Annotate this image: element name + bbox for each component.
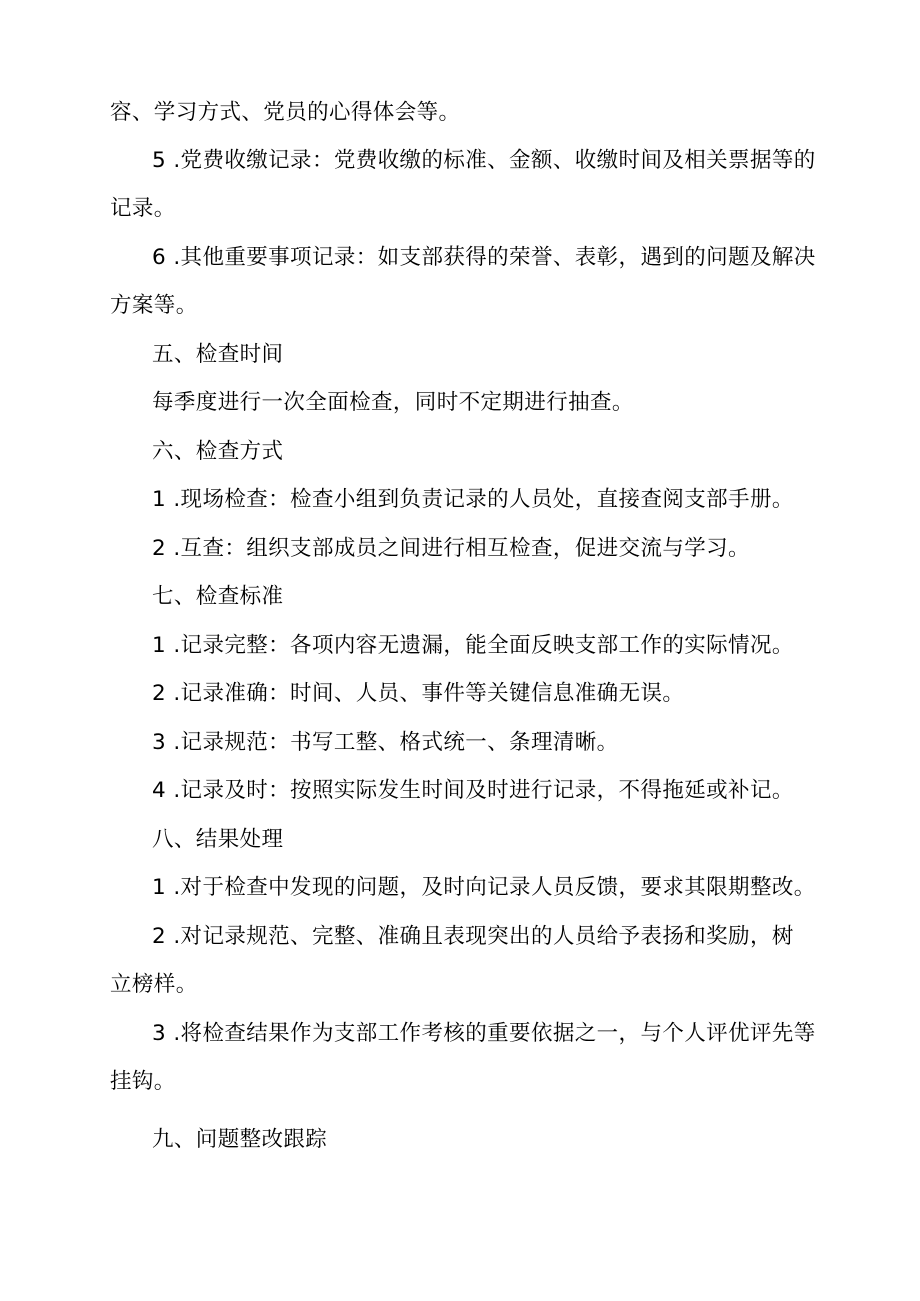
section-heading-7: 七、检查标准	[152, 584, 284, 609]
text-line-continuation: 挂钩。	[110, 1069, 176, 1094]
list-item-2: 2 .对记录规范、完整、准确且表现突出的人员给予表扬和奖励，树	[152, 924, 794, 949]
section-heading-6: 六、检查方式	[152, 439, 284, 464]
list-item-1: 1 .对于检查中发现的问题，及时向记录人员反馈，要求其限期整改。	[152, 875, 816, 900]
list-item-6: 6 .其他重要事项记录：如支部获得的荣誉、表彰，遇到的问题及解决	[152, 245, 816, 270]
list-item-2: 2 .记录准确：时间、人员、事件等关键信息准确无误。	[152, 681, 685, 706]
list-item-3: 3 .记录规范：书写工整、格式统一、条理清晰。	[152, 730, 619, 755]
text-line-continuation: 方案等。	[110, 293, 198, 318]
section-heading-9: 九、问题整改跟踪	[152, 1127, 328, 1152]
list-item-1: 1 .记录完整：各项内容无遗漏，能全面反映支部工作的实际情况。	[152, 633, 794, 658]
section-heading-8: 八、结果处理	[152, 827, 284, 852]
text-line-continuation: 容、学习方式、党员的心得体会等。	[110, 100, 461, 125]
list-item-3: 3 .将检查结果作为支部工作考核的重要依据之一，与个人评优评先等	[152, 1021, 816, 1046]
list-item-1: 1 .现场检查：检查小组到负责记录的人员处，直接查阅支部手册。	[152, 487, 794, 512]
text-line-continuation: 立榜样。	[110, 972, 198, 997]
paragraph: 每季度进行一次全面检查，同时不定期进行抽查。	[152, 390, 634, 415]
list-item-5: 5 .党费收缴记录：党费收缴的标准、金额、收缴时间及相关票据等的	[152, 148, 816, 173]
section-heading-5: 五、检查时间	[152, 342, 284, 367]
text-line-continuation: 记录。	[110, 196, 176, 221]
list-item-4: 4 .记录及时：按照实际发生时间及时进行记录，不得拖延或补记。	[152, 778, 794, 803]
list-item-2: 2 .互查：组织支部成员之间进行相互检查，促进交流与学习。	[152, 536, 750, 561]
